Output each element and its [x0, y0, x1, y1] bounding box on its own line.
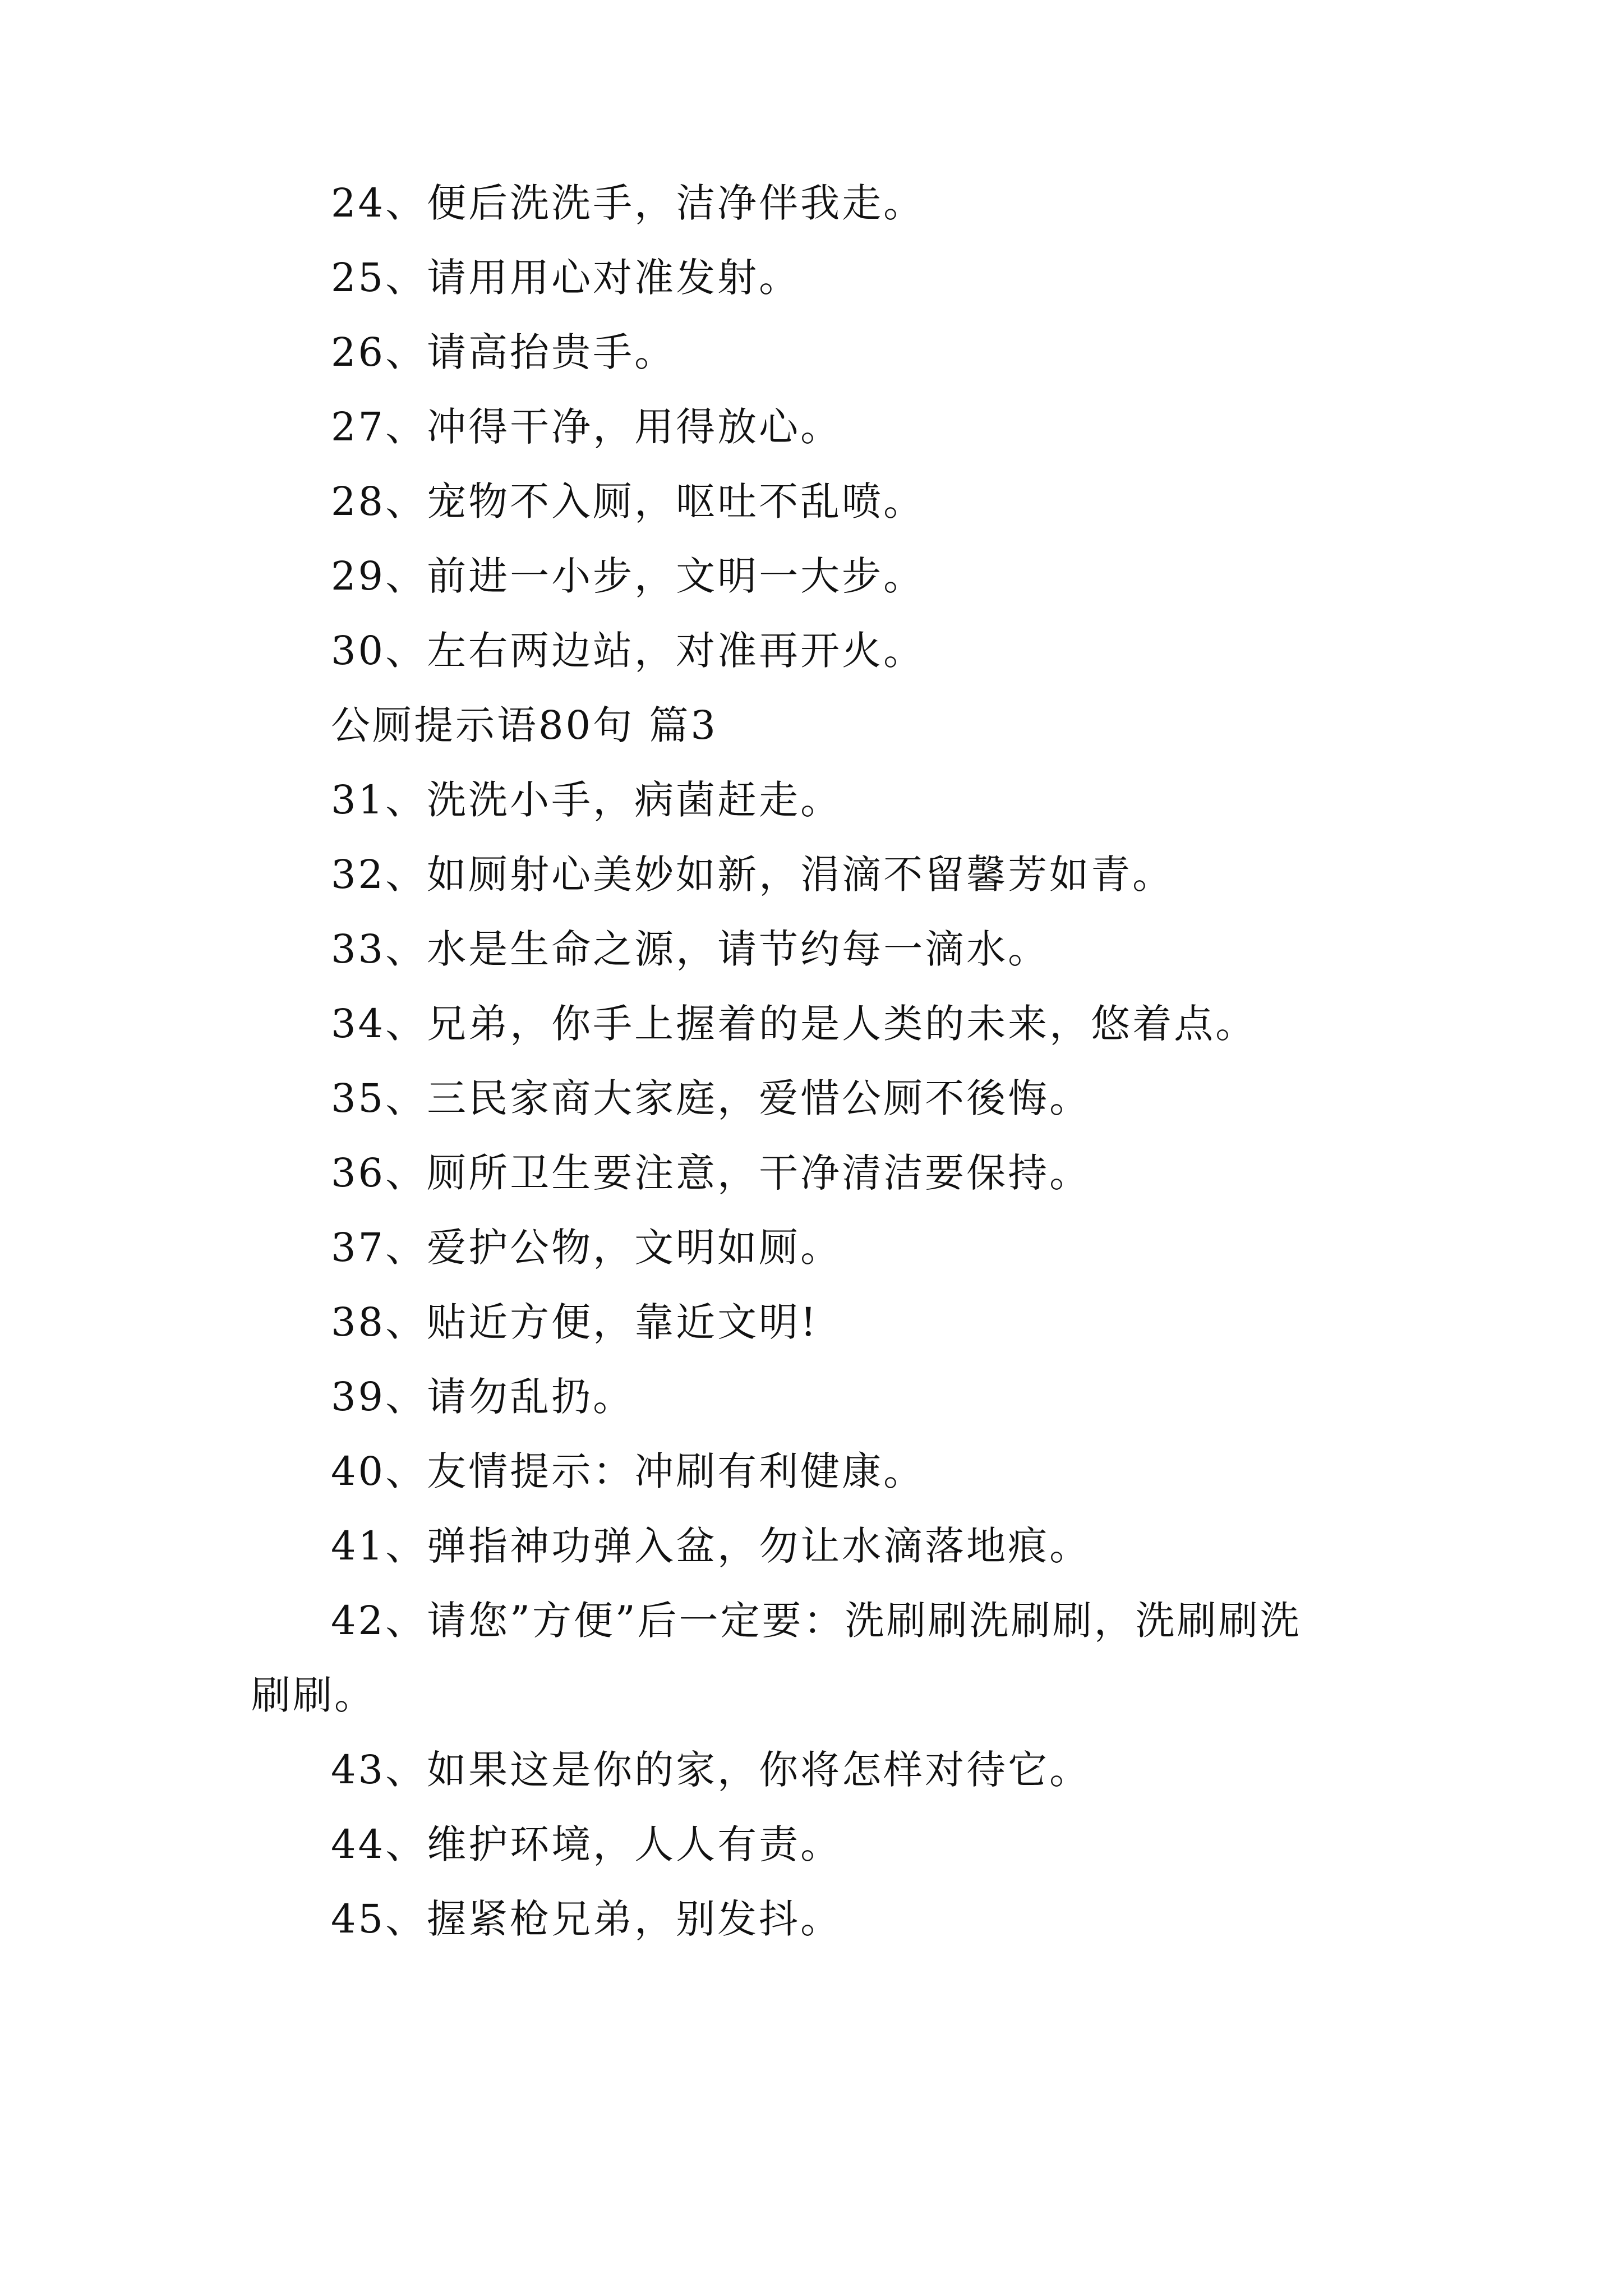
slogan-37: 37、爱护公物，文明如厕。 [331, 1225, 842, 1271]
slogan-36: 36、厕所卫生要注意，干净清洁要保持。 [331, 1150, 1091, 1196]
slogan-35: 35、三民家商大家庭，爱惜公厕不後悔。 [331, 1075, 1091, 1121]
slogan-38: 38、贴近方便，靠近文明! [331, 1299, 819, 1345]
document-body [251, 166, 1395, 1957]
slogan-43: 43、如果这是你的家，你将怎样对待它。 [331, 1747, 1091, 1793]
slogan-39: 39、请勿乱扔。 [331, 1374, 635, 1420]
slogan-42-continuation: 刷刷。 [251, 1672, 376, 1718]
slogan-26: 26、请高抬贵手。 [331, 329, 676, 375]
slogan-29: 29、前进一小步，文明一大步。 [331, 553, 925, 599]
slogan-27: 27、冲得干净，用得放心。 [331, 404, 842, 450]
slogan-32: 32、如厕射心美妙如新，涓滴不留馨芳如青。 [331, 852, 1174, 898]
slogan-44: 44、维护环境，人人有责。 [331, 1821, 842, 1867]
slogan-41: 41、弹指神功弹入盆，勿让水滴落地痕。 [331, 1523, 1091, 1569]
slogan-24: 24、便后洗洗手，洁净伴我走。 [331, 180, 925, 226]
slogan-42: 42、请您”方便”后一定要：洗刷刷洗刷刷，洗刷刷洗 [331, 1598, 1302, 1644]
slogan-45: 45、握紧枪兄弟，别发抖。 [331, 1896, 842, 1942]
section-heading: 公厕提示语80句 篇3 [331, 702, 718, 748]
slogan-28: 28、宠物不入厕，呕吐不乱喷。 [331, 478, 925, 524]
slogan-40: 40、友情提示：冲刷有利健康。 [331, 1448, 925, 1494]
slogan-34: 34、兄弟，你手上握着的是人类的未来，悠着点。 [331, 1001, 1257, 1047]
slogan-30: 30、左右两边站，对准再开火。 [331, 628, 925, 674]
slogan-33: 33、水是生命之源，请节约每一滴水。 [331, 926, 1050, 972]
slogan-25: 25、请用用心对准发射。 [331, 255, 801, 301]
slogan-31: 31、洗洗小手，病菌赶走。 [331, 777, 842, 823]
